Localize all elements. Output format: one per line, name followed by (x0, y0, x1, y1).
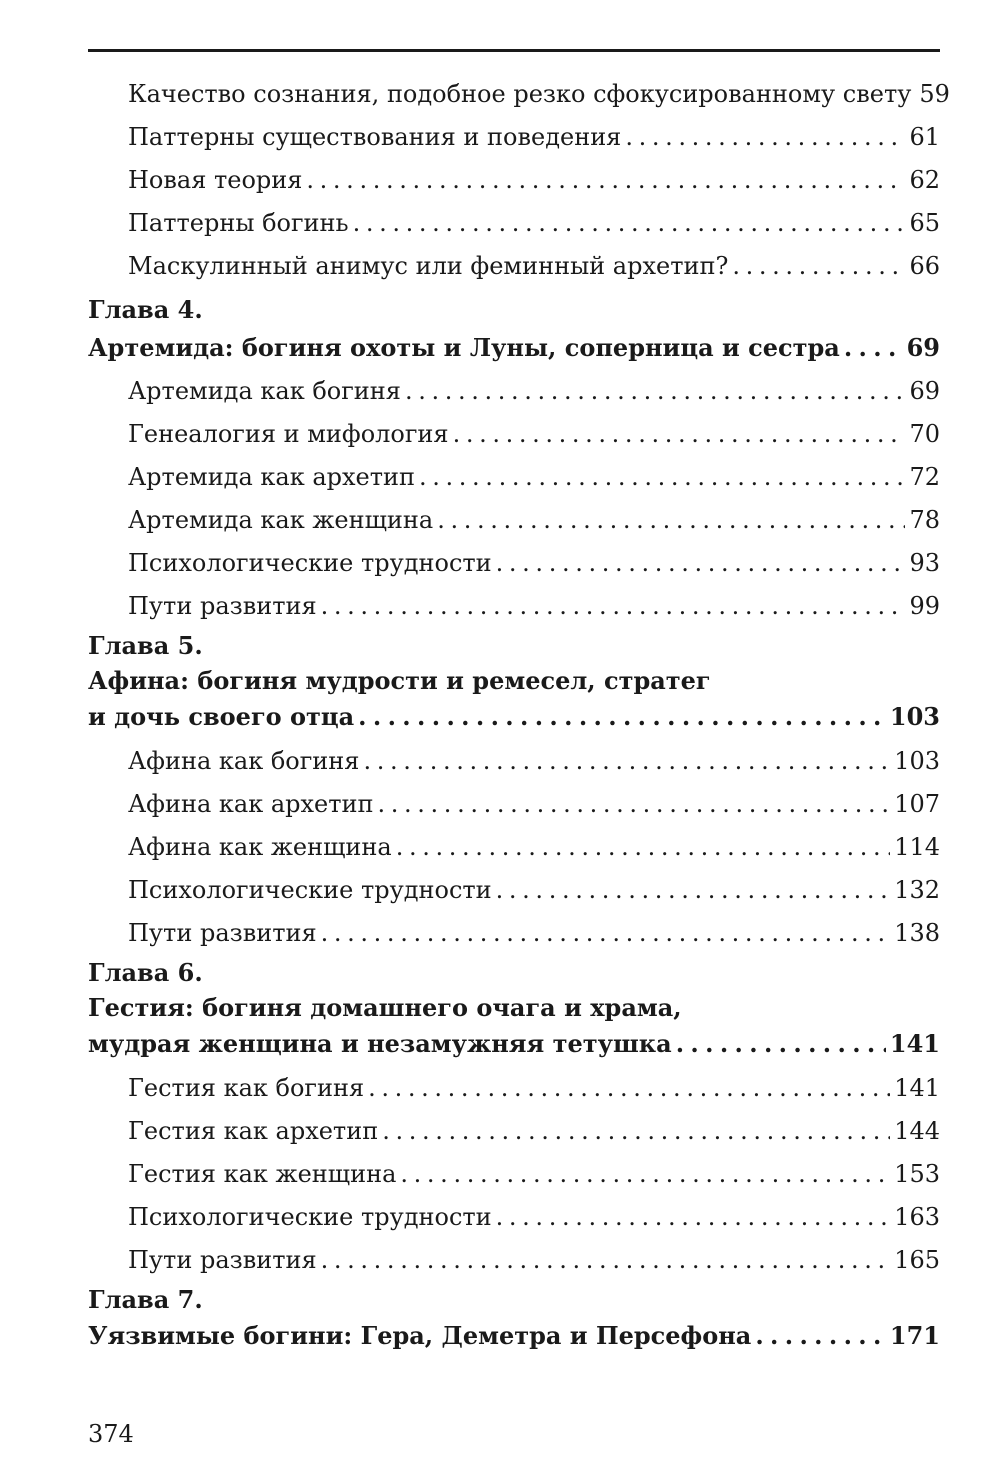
leader-dots (419, 461, 905, 493)
chapter-5-title-line2: и дочь своего отца (88, 702, 355, 731)
toc-entry[interactable] (128, 410, 940, 450)
toc-entry-page: 132 (894, 876, 940, 904)
toc-entry-title: Пути развития (128, 919, 317, 947)
leader-dots (321, 1244, 891, 1276)
toc-entry[interactable] (128, 909, 940, 949)
toc-entry-title: Артемида как архетип (128, 463, 416, 491)
toc-entry-page: 103 (894, 747, 940, 775)
toc-entry-title: Качество сознания, подобное резко сфокусированному свету (128, 80, 912, 108)
toc-entry-page: 66 (909, 252, 940, 280)
chapter-6-heading[interactable] (88, 1020, 940, 1060)
toc-entry-title: Афина как женщина (128, 833, 392, 861)
header-rule (88, 49, 940, 52)
toc-entry[interactable] (128, 156, 940, 196)
leader-dots (363, 745, 890, 777)
toc-entry[interactable] (128, 539, 940, 579)
chapter-6-title-line1: Гестия: богиня домашнего очага и храма, (88, 993, 682, 1022)
toc-entry-title: Психологические трудности (128, 549, 492, 577)
leader-dots (306, 164, 905, 196)
chapter-5-title-line1: Афина: богиня мудрости и ремесел, стратег (88, 666, 711, 695)
chapter-5-page: 103 (889, 702, 940, 731)
leader-dots (378, 788, 891, 820)
toc-entry-title: Новая теория (128, 166, 303, 194)
toc-entry-page: 153 (894, 1160, 940, 1188)
leader-dots (676, 1028, 886, 1060)
leader-dots (453, 418, 906, 450)
toc-entry[interactable] (128, 113, 940, 153)
leader-dots (321, 917, 891, 949)
toc-entry-page: 99 (909, 592, 940, 620)
leader-dots (382, 1115, 890, 1147)
toc-entry-page: 138 (894, 919, 940, 947)
toc-entry-title: Психологические трудности (128, 876, 492, 904)
toc-entry-title: Гестия как архетип (128, 1117, 379, 1145)
toc-entry-page: 78 (909, 506, 940, 534)
toc-entry-page: 61 (909, 123, 940, 151)
chapter-6-page: 141 (889, 1029, 940, 1058)
leader-dots (368, 1072, 890, 1104)
toc-entry[interactable] (128, 1150, 940, 1190)
leader-dots (396, 831, 890, 863)
chapter-7-title: Уязвимые богини: Гера, Деметра и Персефона (88, 1321, 752, 1350)
toc-entry-title: Афина как богиня (128, 747, 360, 775)
toc-entry[interactable] (128, 199, 940, 239)
toc-entry-page: 72 (909, 463, 940, 491)
chapter-5-label: Глава 5. (88, 631, 203, 660)
toc-entry-title: Гестия как богиня (128, 1074, 365, 1102)
toc-entry-page: 165 (894, 1246, 940, 1274)
toc-entry[interactable] (128, 1236, 940, 1276)
leader-dots (353, 207, 906, 239)
toc-entry-title: Артемида как богиня (128, 377, 401, 405)
toc-entry-title: Гестия как женщина (128, 1160, 397, 1188)
leader-dots (400, 1158, 890, 1190)
leader-dots (496, 874, 891, 906)
toc-entry-page: 70 (909, 420, 940, 448)
leader-dots (405, 375, 906, 407)
toc-entry-title: Психологические трудности (128, 1203, 492, 1231)
leader-dots (437, 504, 905, 536)
toc-entry[interactable] (128, 780, 940, 820)
toc-entry[interactable] (128, 242, 940, 282)
toc-entry-title: Паттерны существования и поведения (128, 123, 622, 151)
leader-dots (321, 590, 906, 622)
leader-dots (755, 1320, 886, 1352)
toc-entry[interactable] (128, 70, 950, 110)
toc-entry[interactable] (128, 1193, 940, 1233)
toc-entry-title: Артемида как женщина (128, 506, 434, 534)
page-number: 374 (88, 1420, 134, 1448)
toc-entry-page: 163 (894, 1203, 940, 1231)
toc-entry-page: 62 (909, 166, 940, 194)
toc-entry[interactable] (128, 866, 940, 906)
toc-entry-page: 93 (909, 549, 940, 577)
toc-entry-title: Паттерны богинь (128, 209, 349, 237)
toc-entry[interactable] (128, 367, 940, 407)
chapter-4-heading[interactable] (88, 324, 940, 364)
toc-entry-page: 114 (894, 833, 940, 861)
toc-entry-page: 59 (919, 80, 950, 108)
leader-dots (625, 121, 905, 153)
toc-entry[interactable] (128, 823, 940, 863)
leader-dots (496, 1201, 891, 1233)
chapter-7-label: Глава 7. (88, 1285, 203, 1314)
toc-entry-title: Афина как архетип (128, 790, 374, 818)
chapter-5-heading[interactable] (88, 693, 940, 733)
toc-entry-page: 69 (909, 377, 940, 405)
toc-entry-page: 65 (909, 209, 940, 237)
leader-dots (358, 701, 886, 733)
toc-entry[interactable] (128, 496, 940, 536)
chapter-6-title-line2: мудрая женщина и незамужняя тетушка (88, 1029, 672, 1058)
toc-entry[interactable] (128, 1107, 940, 1147)
leader-dots (732, 250, 905, 282)
toc-entry[interactable] (128, 1064, 940, 1104)
toc-entry[interactable] (128, 582, 940, 622)
chapter-6-label: Глава 6. (88, 958, 203, 987)
toc-entry[interactable] (128, 737, 940, 777)
toc-entry-title: Генеалогия и мифология (128, 420, 449, 448)
toc-entry-page: 107 (894, 790, 940, 818)
toc-entry-title: Пути развития (128, 592, 317, 620)
chapter-7-heading[interactable] (88, 1312, 940, 1352)
leader-dots (496, 547, 906, 579)
toc-entry-title: Маскулинный анимус или феминный архетип? (128, 252, 729, 280)
toc-entry-title: Пути развития (128, 1246, 317, 1274)
toc-entry[interactable] (128, 453, 940, 493)
toc-entry-page: 141 (894, 1074, 940, 1102)
chapter-4-label: Глава 4. (88, 295, 203, 324)
chapter-4-title: Артемида: богиня охоты и Луны, соперница и сестра (88, 333, 840, 362)
leader-dots (844, 332, 903, 364)
chapter-7-page: 171 (889, 1321, 940, 1350)
toc-entry-page: 144 (894, 1117, 940, 1145)
chapter-4-page: 69 (906, 333, 940, 362)
